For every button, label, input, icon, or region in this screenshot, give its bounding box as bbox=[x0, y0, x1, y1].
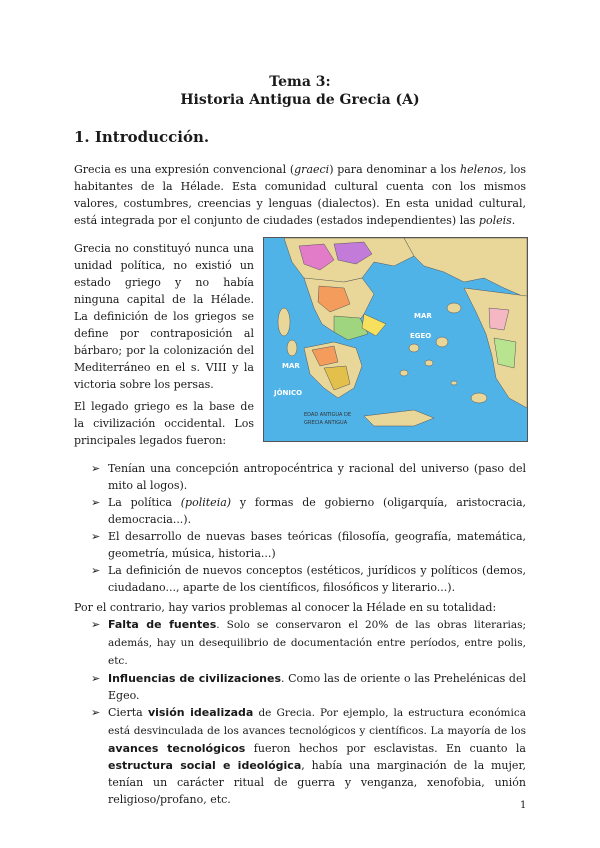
list-item: ➢ La política (politeia) y formas de gobierno (oligarquía, aristocracia, democracia...). bbox=[91, 496, 526, 526]
page-number: 1 bbox=[520, 800, 527, 811]
map-caption-line1: EDAD ANTIGUA DE bbox=[304, 412, 352, 418]
map-island-ithaca bbox=[287, 340, 297, 356]
map-island-corfu bbox=[278, 308, 290, 336]
list-item: ➢ Cierta visión idealizada de Grecia. Por ejemplo, la estructura económica está desvinculada de los avances tecnológicos y científicos. La mayoría de los avances tecnológicos fueron hechos por esclavistas. En cuanto la estructura social e ideológica, había una marginación de la mujer, tenían un carácter ritual de guerra y venganza, xenofobia, unión religioso/profano, etc. bbox=[91, 706, 527, 806]
map-label-mar-jonico: MAR bbox=[282, 362, 300, 370]
arrow-bullet-icon: ➢ bbox=[91, 706, 101, 719]
list-item: ➢ Tenían una concepción antropocéntrica y racional del universo (paso del mito al logos). bbox=[91, 462, 526, 492]
map-label-egeo: EGEO bbox=[410, 332, 432, 340]
chapter-title: Historia Antigua de Grecia (A) bbox=[180, 92, 420, 108]
map-island-lesbos bbox=[447, 303, 461, 313]
map-island-dodecanese bbox=[451, 381, 457, 385]
section-heading: 1. Introducción. bbox=[74, 128, 210, 146]
map-island-rhodes bbox=[471, 393, 487, 403]
map-island-chios bbox=[436, 337, 448, 347]
greece-map bbox=[263, 237, 528, 442]
list-item: ➢ Falta de fuentes. Solo se conservaron el 20% de las obras literarias; además, hay un desequilibrio de documentación entre períodos, entre polis, etc. bbox=[91, 618, 527, 667]
list-item: ➢ El desarrollo de nuevas bases teóricas (filosofía, geografía, matemática, geometría, música, historia...) bbox=[91, 530, 526, 560]
arrow-bullet-icon: ➢ bbox=[91, 530, 101, 543]
map-label-jonico: JÓNICO bbox=[274, 389, 303, 397]
map-island-cyclades1 bbox=[409, 344, 419, 352]
arrow-bullet-icon: ➢ bbox=[91, 496, 101, 509]
list-item: ➢ Influencias de civilizaciones. Como las de oriente o las Prehelénicas del Egeo. bbox=[91, 672, 526, 702]
list-item: ➢ La definición de nuevos conceptos (estéticos, jurídicos y políticos (demos, ciudadano..., aparte de los científicos, filosóficos y literario...). bbox=[91, 564, 526, 594]
problems-list bbox=[91, 616, 526, 808]
intro-paragraph: Grecia es una expresión convencional (graeci) para denominar a los helenos, los habitantes de la Hélade. Esta comunidad cultural cuenta con los mismos valores, costumbres, creencias y lenguas (dialectos). En esta unidad cultural, está integrada por el conjunto de ciudades (estados independientes) las poleis. bbox=[74, 163, 526, 227]
arrow-bullet-icon: ➢ bbox=[91, 564, 101, 577]
map-label-mar-egeo: MAR bbox=[414, 312, 432, 320]
map-caption-line2: GRECIA ANTIGUA bbox=[304, 420, 348, 426]
unity-paragraph: Grecia no constituyó nunca una unidad política, no existió un estado griego y no había ninguna capital de la Hélade. La definición de los griegos se define por contraposición al bárbaro; por la colonización del Mediterráneo en el s. VIII y la victoria sobre los persas. bbox=[74, 242, 254, 391]
map-island-cyclades3 bbox=[400, 370, 408, 376]
chapter-number: Tema 3: bbox=[269, 74, 331, 90]
arrow-bullet-icon: ➢ bbox=[91, 462, 101, 475]
problems-intro: Por el contrario, hay varios problemas al conocer la Hélade en su totalidad: bbox=[74, 601, 497, 614]
map-island-cyclades2 bbox=[425, 360, 433, 366]
legacy-paragraph: El legado griego es la base de la civilización occidental. Los principales legados fueron: bbox=[74, 400, 254, 447]
legacy-list bbox=[91, 460, 526, 596]
arrow-bullet-icon: ➢ bbox=[91, 672, 101, 685]
arrow-bullet-icon: ➢ bbox=[91, 618, 101, 631]
